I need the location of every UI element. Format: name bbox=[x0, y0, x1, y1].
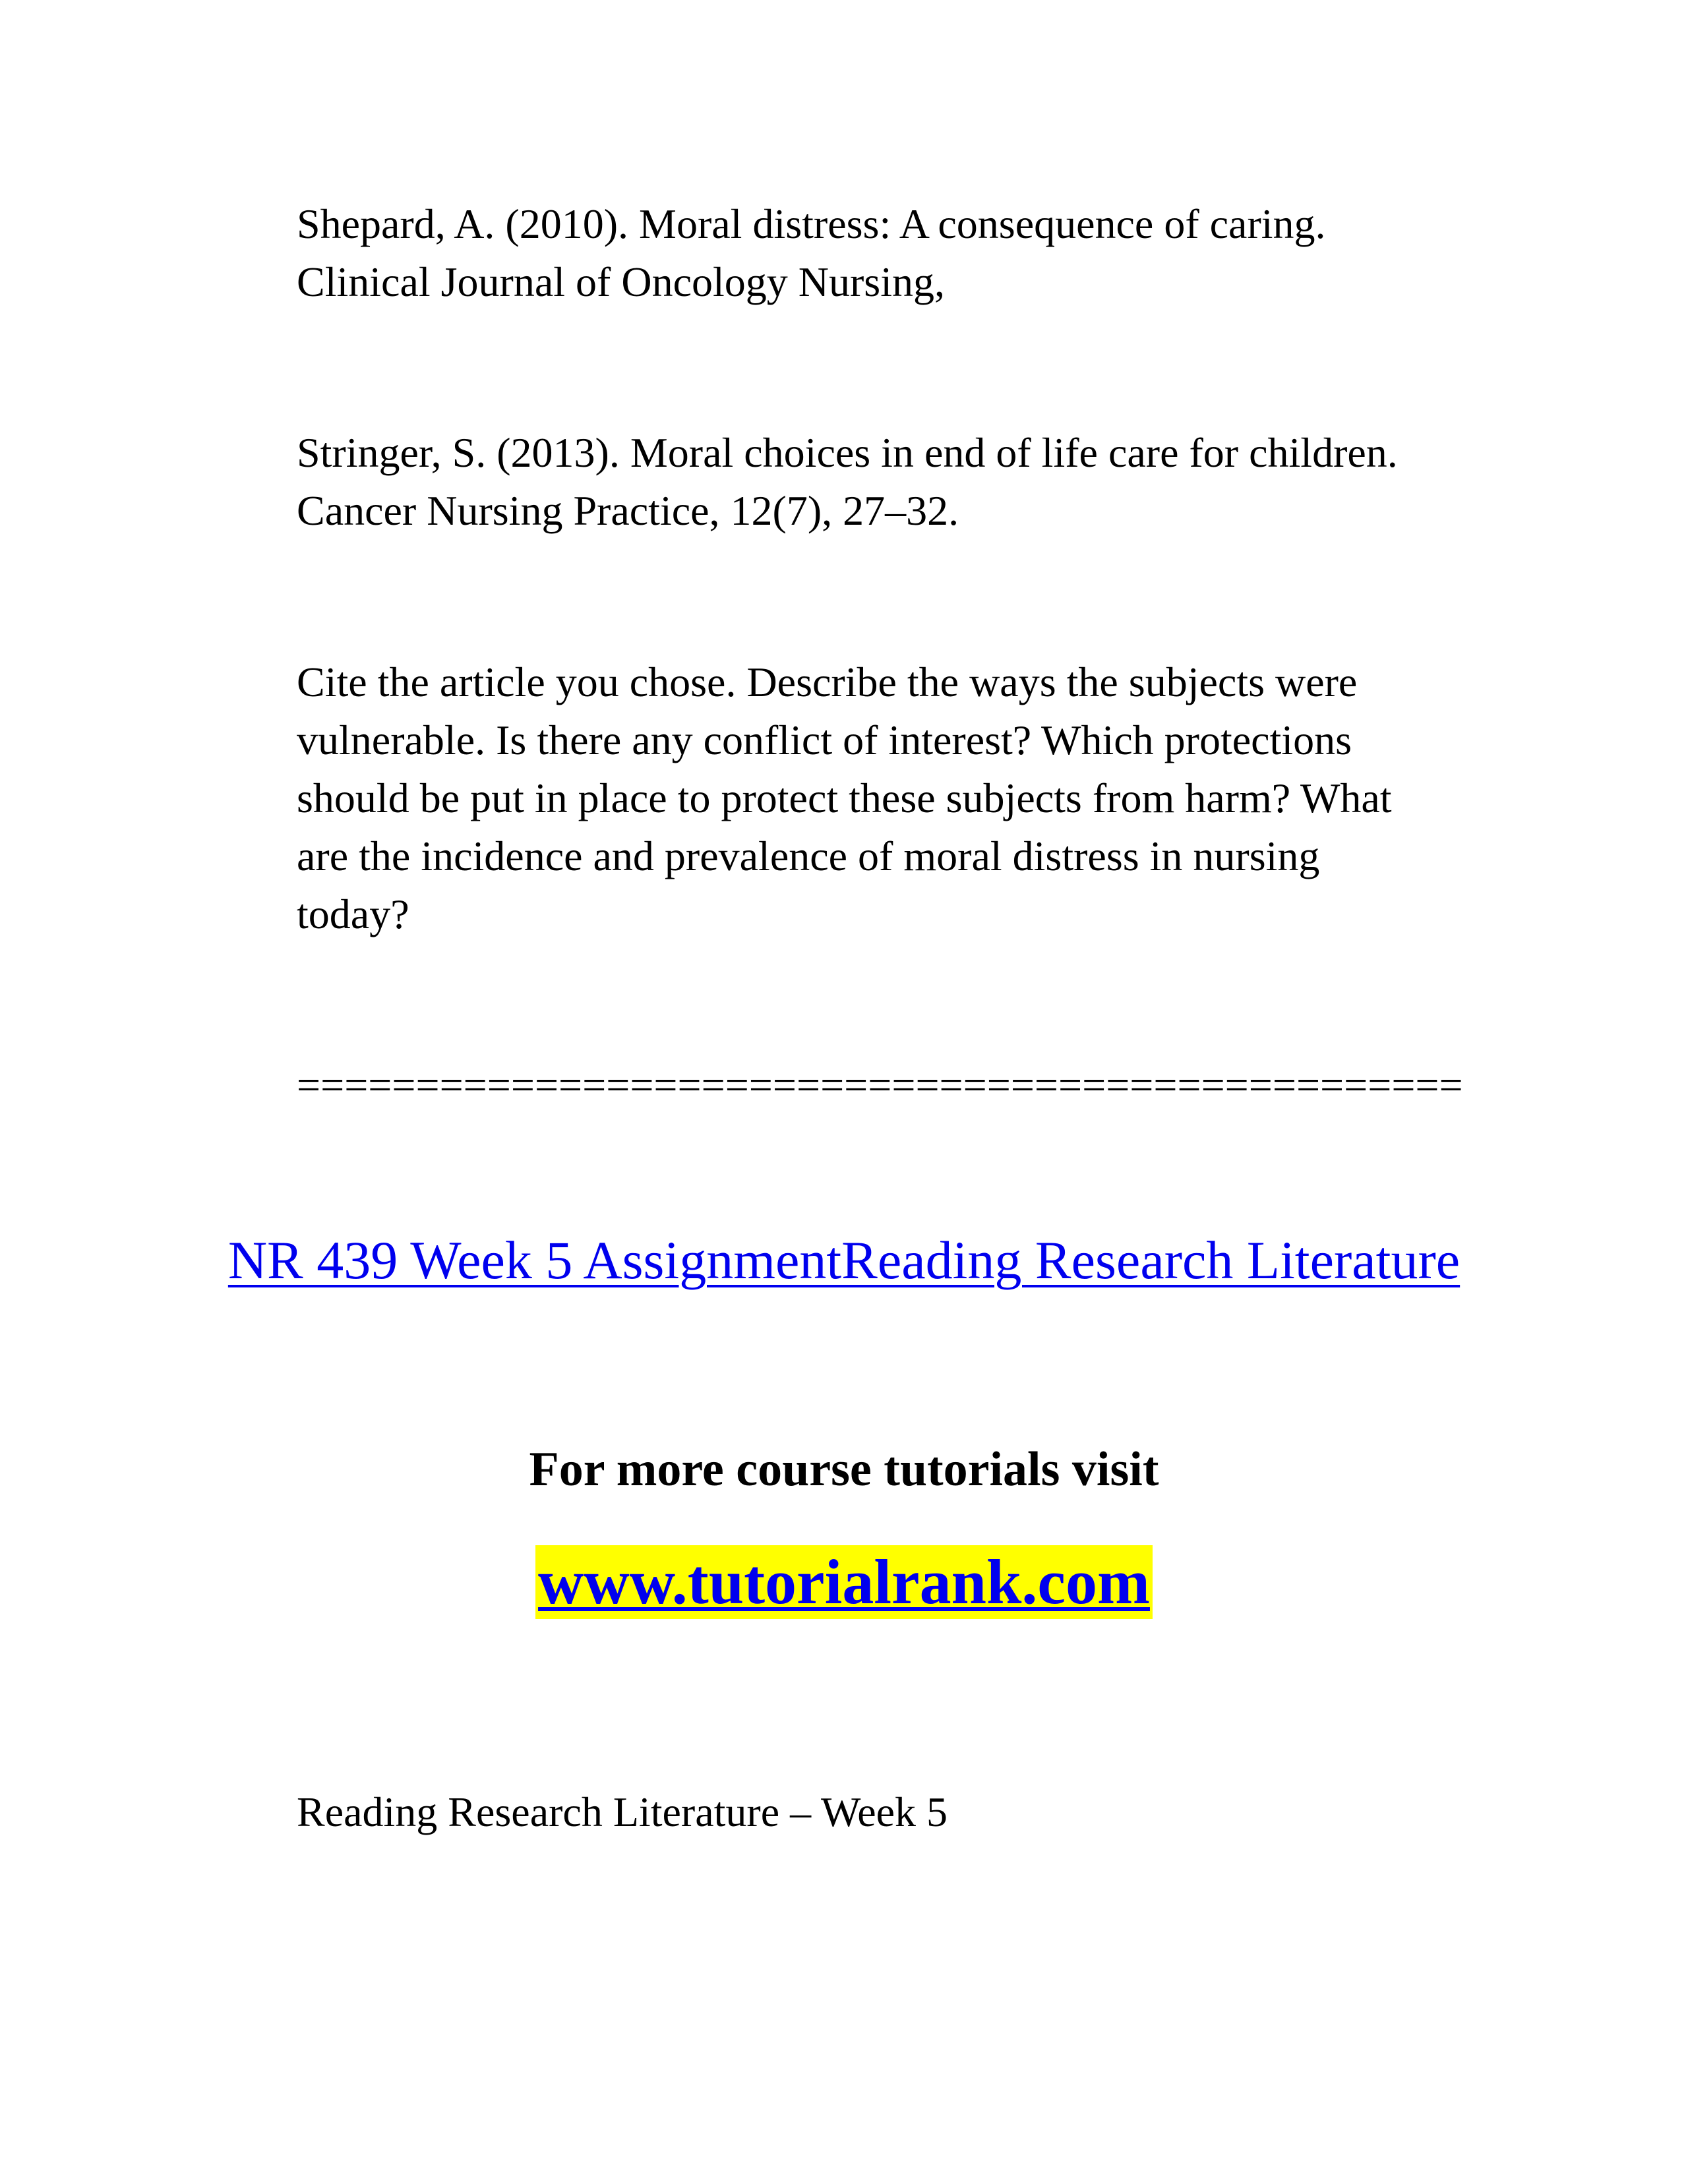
question-line: Cite the article you chose. Describe the ways the subjects were bbox=[297, 659, 1358, 705]
reference-line: Cancer Nursing Practice, 12(7), 27–32. bbox=[297, 487, 959, 534]
tutorialrank-link[interactable]: www.tutorialrank.com bbox=[535, 1545, 1153, 1619]
visit-label: For more course tutorials visit bbox=[529, 1442, 1159, 1496]
assignment-question bbox=[297, 653, 1497, 943]
reference-shepard bbox=[297, 195, 1497, 311]
question-line: today? bbox=[297, 891, 409, 937]
site-link-wrapper bbox=[0, 1545, 1688, 1619]
question-line: should be put in place to protect these subjects from harm? What bbox=[297, 775, 1392, 821]
section-heading bbox=[297, 1783, 1497, 1841]
separator-text: ================================================= bbox=[297, 1061, 1463, 1108]
section-heading-text: Reading Research Literature – Week 5 bbox=[297, 1788, 948, 1835]
question-line: vulnerable. Is there any conflict of interest? Which protections bbox=[297, 717, 1352, 763]
reference-line: Stringer, S. (2013). Moral choices in end of life care for children. bbox=[297, 429, 1398, 476]
reference-line: Shepard, A. (2010). Moral distress: A consequence of caring. bbox=[297, 200, 1326, 247]
reference-line: Clinical Journal of Oncology Nursing, bbox=[297, 258, 945, 305]
assignment-title-link[interactable]: NR 439 Week 5 AssignmentReading Research Literature bbox=[227, 1230, 1461, 1290]
assignment-title bbox=[0, 1227, 1688, 1293]
reference-stringer bbox=[297, 424, 1497, 540]
separator-line bbox=[297, 1056, 1497, 1114]
question-line: are the incidence and prevalence of moral distress in nursing bbox=[297, 833, 1320, 879]
